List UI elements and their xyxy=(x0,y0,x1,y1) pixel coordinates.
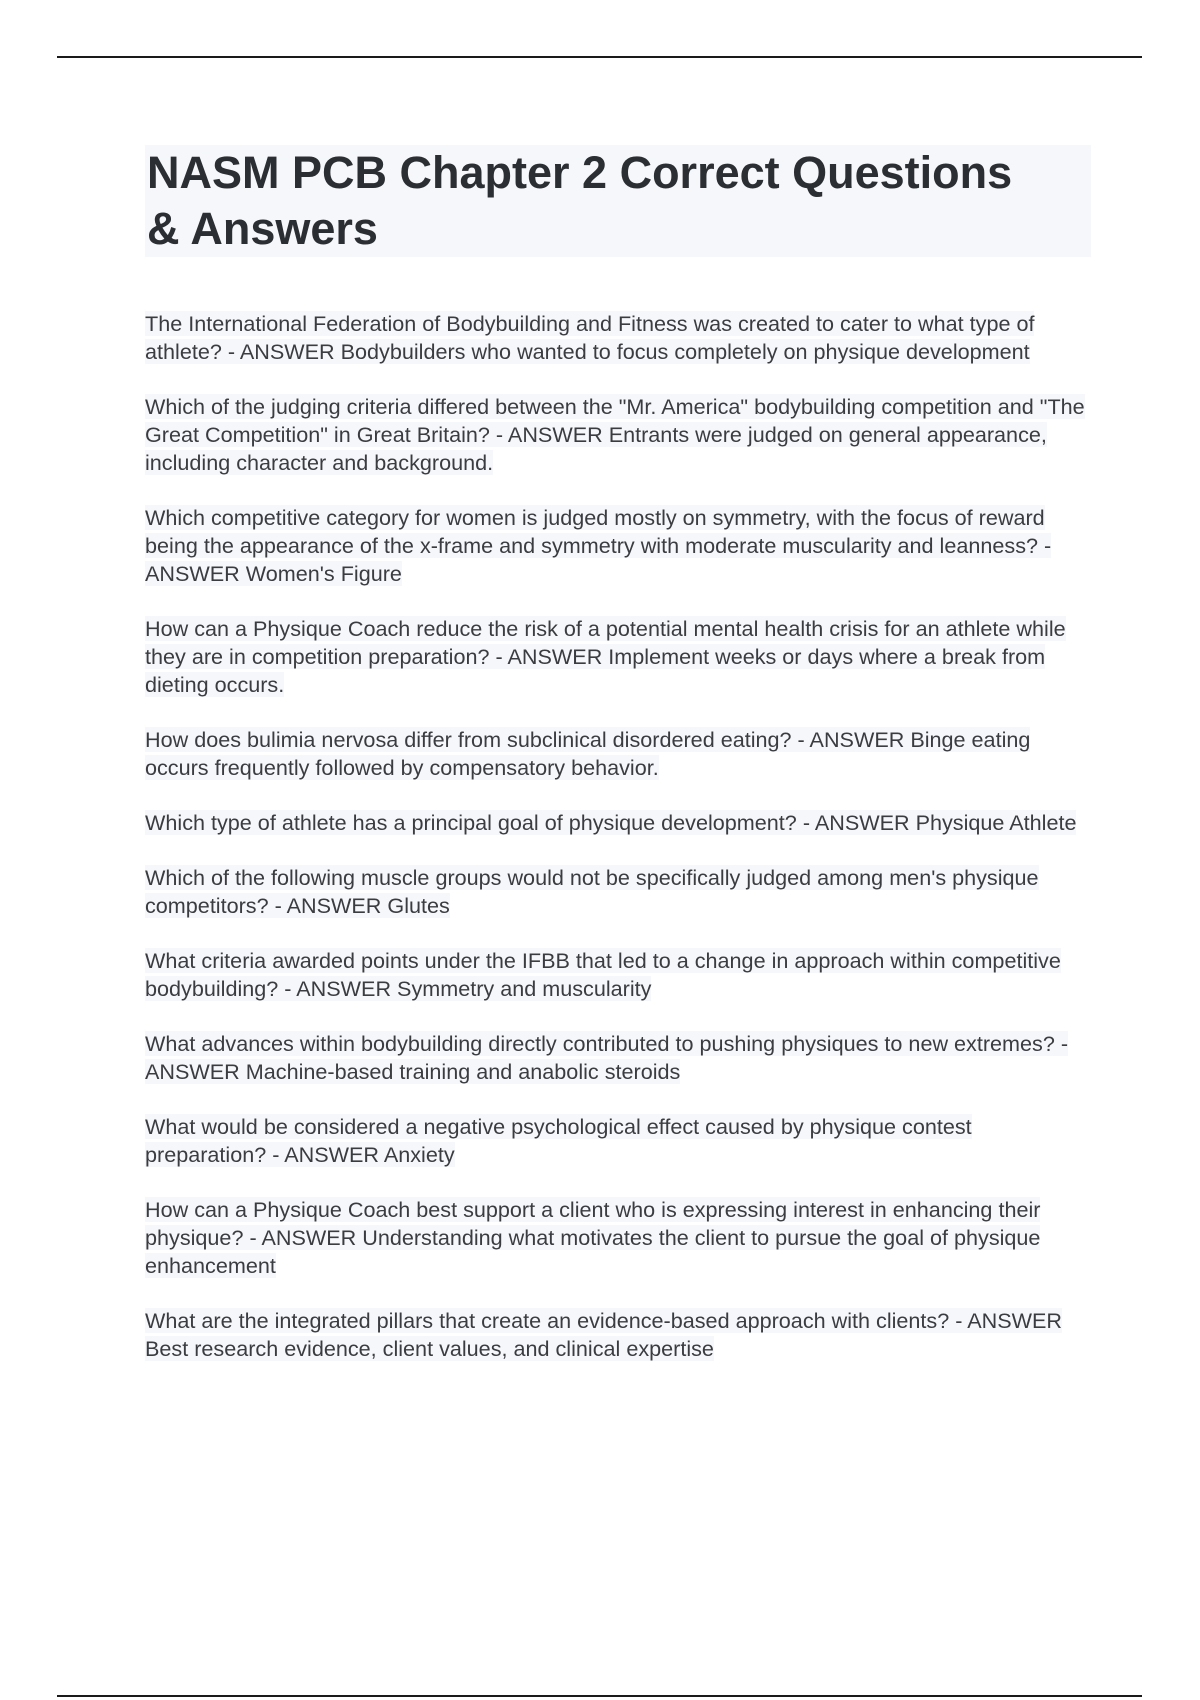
qa-item xyxy=(145,615,1090,699)
qa-text: The International Federation of Bodybuilding and Fitness was created to cater to what type of athlete? - ANSWER Bodybuilders who wanted to focus completely on physique development xyxy=(145,311,1035,364)
qa-item xyxy=(145,1307,1090,1363)
title-line-2: & Answers xyxy=(147,203,378,254)
qa-text: What are the integrated pillars that create an evidence-based approach with clients? - ANSWER Best research evidence, client values, and clinical expertise xyxy=(145,1308,1063,1361)
qa-text: How can a Physique Coach reduce the risk of a potential mental health crisis for an athlete while they are in competition preparation? - ANSWER Implement weeks or days where a break from dieting occurs. xyxy=(145,616,1066,697)
qa-item xyxy=(145,809,1090,837)
qa-text: What would be considered a negative psychological effect caused by physique contest preparation? - ANSWER Anxiety xyxy=(145,1114,972,1167)
qa-text: What advances within bodybuilding directly contributed to pushing physiques to new extremes? - ANSWER Machine-based training and anabolic steroids xyxy=(145,1031,1069,1084)
qa-item xyxy=(145,1113,1090,1169)
header-rule xyxy=(57,56,1142,58)
title-line-1: NASM PCB Chapter 2 Correct Questions xyxy=(147,147,1013,198)
qa-text: What criteria awarded points under the IFBB that led to a change in approach within competitive bodybuilding? - ANSWER Symmetry and muscularity xyxy=(145,948,1061,1001)
qa-item xyxy=(145,1196,1090,1280)
qa-text: Which competitive category for women is judged mostly on symmetry, with the focus of reward being the appearance of the x-frame and symmetry with moderate muscularity and leanness? - ANSWER Women's Figure xyxy=(145,505,1052,586)
page-title xyxy=(145,145,1091,257)
qa-item xyxy=(145,864,1090,920)
qa-text: Which type of athlete has a principal goal of physique development? - ANSWER Physique Athlete xyxy=(145,810,1077,835)
qa-list xyxy=(145,310,1090,1390)
footer-rule xyxy=(57,1695,1142,1697)
qa-item xyxy=(145,504,1090,588)
qa-item xyxy=(145,947,1090,1003)
qa-text: How can a Physique Coach best support a client who is expressing interest in enhancing their physique? - ANSWER Understanding what motivates the client to pursue the goal of physique enhancement xyxy=(145,1197,1041,1278)
qa-item xyxy=(145,726,1090,782)
qa-text: Which of the judging criteria differed between the "Mr. America" bodybuilding competition and "The Great Competition" in Great Britain? - ANSWER Entrants were judged on general appearance, including character and background. xyxy=(145,394,1085,475)
qa-text: Which of the following muscle groups would not be specifically judged among men's physique competitors? - ANSWER Glutes xyxy=(145,865,1039,918)
qa-item xyxy=(145,1030,1090,1086)
qa-text: How does bulimia nervosa differ from subclinical disordered eating? - ANSWER Binge eating occurs frequently followed by compensatory behavior. xyxy=(145,727,1031,780)
qa-item xyxy=(145,310,1090,366)
qa-item xyxy=(145,393,1090,477)
